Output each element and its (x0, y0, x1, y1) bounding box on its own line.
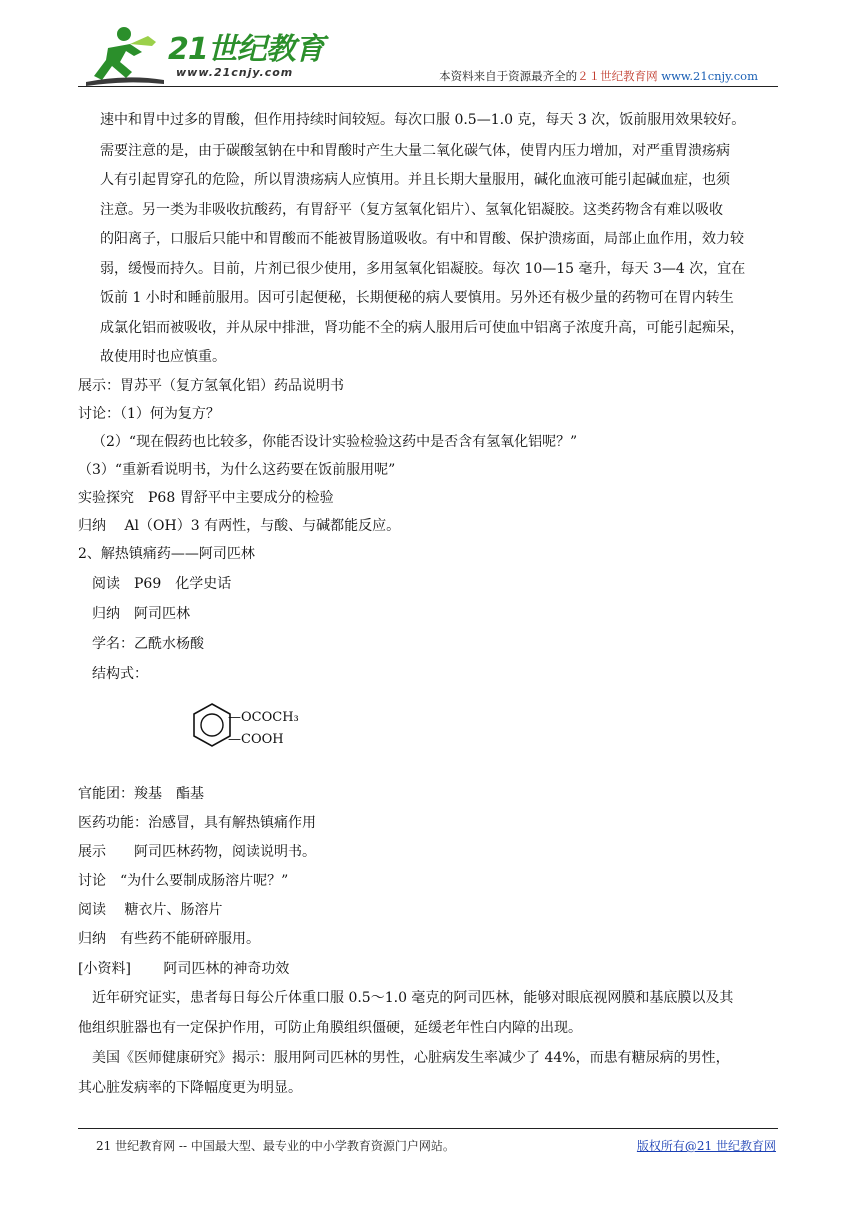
copyright-link[interactable]: 版权所有@21 世纪教育网 (636, 1139, 776, 1153)
header-note-prefix: 本资料来自于资源最齐全的 (439, 69, 578, 83)
paragraph-line: 人有引起胃穿孔的危险，所以胃溃疡病人应慎用。并且长期大量服用，碱化血液可能引起碱血症，也须 (100, 172, 730, 188)
paragraph-line: 弱，缓慢而持久。目前，片剂已很少使用，多用氢氧化铝凝胶。每次 10—15 毫升，每天 3—4 次，宜在 (100, 261, 746, 277)
paragraph-line: 注意。另一类为非吸收抗酸药，有胃舒平（复方氢氧化铝片）、氢氧化铝凝胶。这类药物含有难以吸收 (100, 202, 723, 218)
discuss-line: （3）“重新看说明书，为什么这药要在饭前服用呢” (78, 462, 396, 478)
footer-text: 21 世纪教育网 -- 中国最大型、最专业的中小学教育资源门户网站。 (96, 1139, 455, 1153)
info-paragraph-line: 其心脏发病率的下降幅度更为明显。 (78, 1080, 302, 1096)
header-note (439, 68, 758, 84)
info-paragraph-line: 美国《医师健康研究》揭示：服用阿司匹林的男性，心脏病发生率减少了 44%，而患有糖尿病的男性， (92, 1050, 730, 1066)
experiment-line: 实验探究 P68 胃舒平中主要成分的检验 (78, 490, 334, 506)
info-paragraph-line: 近年研究证实，患者每日每公斤体重口服 0.5～1.0 毫克的阿司匹林，能够对眼底视网膜和基底膜以及其 (92, 990, 734, 1006)
header-divider (78, 86, 778, 87)
paragraph-line: 饭前 1 小时和睡前服用。因可引起便秘，长期便秘的病人要慎用。另外还有极少量的药物可在胃内转生 (100, 290, 734, 306)
paragraph-line: 故使用时也应慎重。 (100, 349, 226, 365)
paragraph-line: 速中和胃中过多的胃酸，但作用持续时间较短。每次口服 0.5—1.0 克，每天 3 次，饭前服用效果较好。 (100, 112, 746, 128)
functional-group-line: 官能团：羧基 酯基 (78, 786, 204, 802)
site-logo[interactable] (86, 18, 366, 88)
discuss-line: （2）“现在假药也比较多，你能否设计实验检验这药中是否含有氢氧化铝呢？” (92, 434, 578, 450)
show-line: 展示 阿司匹林药物，阅读说明书。 (78, 844, 316, 860)
info-paragraph-line: 他组织脏器也有一定保护作用，可防止角膜组织僵硬，延缓老年性白内障的出现。 (78, 1020, 582, 1036)
structure-group-ester: —OCOCH₃ (228, 710, 299, 725)
logo-text: 21世纪教育 (168, 32, 324, 67)
paragraph-line: 的阳离子，口服后只能中和胃酸而不能被胃肠道吸收。有中和胃酸、保护溃疡面，局部止血作用，效力较 (100, 231, 744, 247)
sci-name-line: 学名：乙酰水杨酸 (92, 636, 204, 652)
discuss-line: 讨论 “为什么要制成肠溶片呢？” (78, 873, 289, 889)
info-title: [小资料] 阿司匹林的神奇功效 (78, 961, 290, 977)
footer-divider (78, 1128, 778, 1129)
structure-label: 结构式： (92, 666, 148, 682)
read-line: 阅读 糖衣片、肠溶片 (78, 902, 223, 918)
show-line: 展示：胃苏平（复方氢氧化铝）药品说明书 (78, 378, 344, 394)
structure-group-carboxyl: —COOH (228, 732, 284, 747)
summary-line: 归纳 阿司匹林 (92, 606, 190, 622)
medical-line: 医药功能：治感冒，具有解热镇痛作用 (78, 815, 316, 831)
discuss-line: 讨论：（1）何为复方？ (78, 406, 220, 422)
section-heading: 2、解热镇痛药——阿司匹林 (78, 546, 255, 562)
read-line: 阅读 P69 化学史话 (92, 576, 232, 592)
paragraph-line: 需要注意的是，由于碳酸氢钠在中和胃酸时产生大量二氧化碳气体，使胃内压力增加，对严重胃溃疡病 (100, 143, 730, 159)
logo-url: www.21cnjy.com (176, 66, 294, 79)
summary-line: 归纳 有些药不能研碎服用。 (78, 931, 260, 947)
page-header (78, 14, 778, 86)
header-note-url[interactable]: www.21cnjy.com (661, 69, 758, 83)
runner-logo-icon (86, 24, 166, 86)
paragraph-line: 成氯化铝而被吸收，并从尿中排泄，肾功能不全的病人服用后可使血中铝离子浓度升高，可能引起痴呆， (100, 320, 744, 336)
summary-line: 归纳 Al（OH）3 有两性，与酸、与碱都能反应。 (78, 518, 401, 534)
header-note-highlight: ２１世纪教育网 (577, 69, 658, 83)
aspirin-structure (190, 702, 299, 754)
